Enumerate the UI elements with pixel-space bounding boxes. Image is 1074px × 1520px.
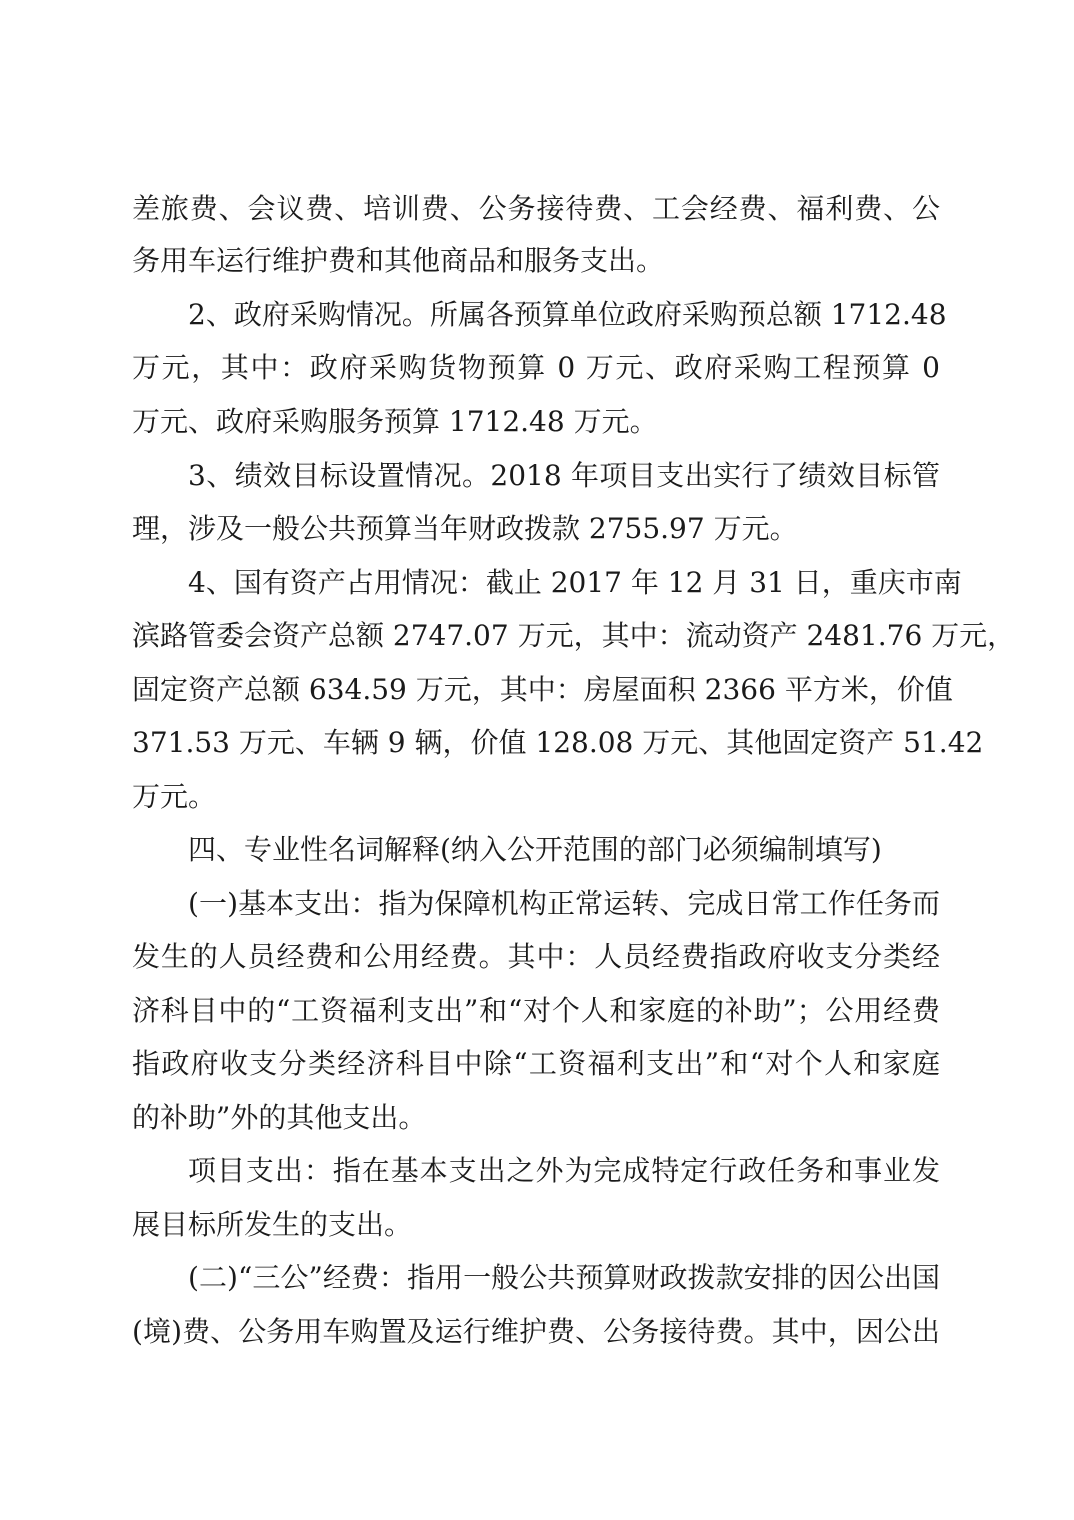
text-line: (二)“三公”经费：指用一般公共预算财政拨款安排的因公出国 xyxy=(188,1261,940,1294)
section-heading: 四、专业性名词解释(纳入公开范围的部门必须编制填写) xyxy=(188,833,882,866)
text-line: 4、国有资产占用情况：截止 2017 年 12 月 31 日，重庆市南 xyxy=(188,566,962,599)
text-line: 发生的人员经费和公用经费。其中：人员经费指政府收支分类经 xyxy=(132,940,940,973)
text-line: 的补助”外的其他支出。 xyxy=(132,1101,427,1134)
text-line: 万元，其中：政府采购货物预算 0 万元、政府采购工程预算 0 xyxy=(132,351,940,384)
text-line: (一)基本支出：指为保障机构正常运转、完成日常工作任务而 xyxy=(188,887,940,920)
text-line: 万元。 xyxy=(132,780,217,813)
text-line: 固定资产总额 634.59 万元，其中：房屋面积 2366 平方米，价值 xyxy=(132,673,953,706)
text-line: 3、绩效目标设置情况。2018 年项目支出实行了绩效目标管 xyxy=(188,459,940,492)
text-line: 务用车运行维护费和其他商品和服务支出。 xyxy=(132,244,665,277)
text-line: 差旅费、会议费、培训费、公务接待费、工会经费、福利费、公 xyxy=(132,192,940,225)
text-line: 项目支出：指在基本支出之外为完成特定行政任务和事业发 xyxy=(188,1154,940,1187)
text-line: 理，涉及一般公共预算当年财政拨款 2755.97 万元。 xyxy=(132,512,798,545)
text-line: 万元、政府采购服务预算 1712.48 万元。 xyxy=(132,405,658,438)
text-line: 滨路管委会资产总额 2747.07 万元，其中：流动资产 2481.76 万元， xyxy=(132,619,1016,652)
text-line: 371.53 万元、车辆 9 辆，价值 128.08 万元、其他固定资产 51.42 xyxy=(132,726,984,759)
text-line: 济科目中的“工资福利支出”和“对个人和家庭的补助”；公用经费 xyxy=(132,994,940,1027)
text-line: (境)费、公务用车购置及运行维护费、公务接待费。其中，因公出 xyxy=(132,1315,940,1348)
text-line: 指政府收支分类经济科目中除“工资福利支出”和“对个人和家庭 xyxy=(132,1047,940,1080)
text-line: 2、政府采购情况。所属各预算单位政府采购预总额 1712.48 xyxy=(188,298,947,331)
text-line: 展目标所发生的支出。 xyxy=(132,1208,413,1241)
